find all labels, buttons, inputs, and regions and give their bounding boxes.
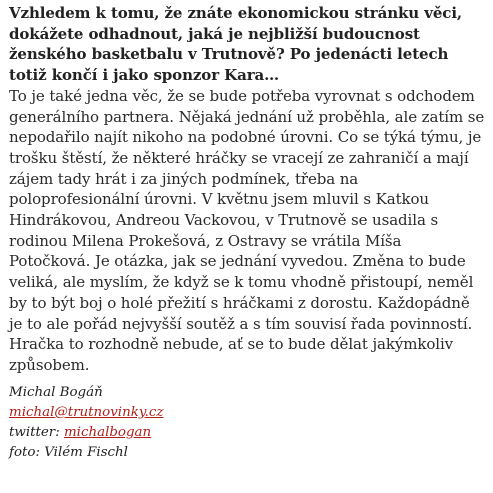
interview-answer: To je také jedna věc, že se bude potřeba vyrovnat s odchodem generálního partnera. Nějaká jednání už proběhla, ale zatím se nepodařilo najít nikoho na podobné úrovni. Co se týká týmu, je trošku štěstí, že některé hráčky se vracejí ze zahraničí a mají zájem tady hrát i za jiných podmínek, třeba na poloprofesionální úrovni. V květnu jsem mluvil s Katkou Hindrákovou, Andreou Vackovou, v Trutnově se usadila s rodinou Milena Prokešová, z Ostravy se vrátila Míša Potočková. Je otázka, jak se jednání vyvedou. Změna to bude veliká, ale myslím, že když se k tomu vhodně přistoupí, neměl by to být boj o holé přežití s hráčkami z dorostu. Každopádně je to ale pořád nejvyšší soutěž a s tím souvisí řada povinností. Hračka to rozhodně nebude, ať se to bude dělat jakýmkoliv způsobem.	[9, 86, 485, 374]
twitter-label: twitter:	[9, 425, 64, 440]
twitter-handle-link[interactable]: michalbogan	[63, 425, 152, 440]
author-signature	[9, 383, 163, 463]
interview-question: Vzhledem k tomu, že znáte ekonomickou stránku věci, dokážete odhadnout, jaká je nejbližší budoucnost ženského basketbalu v Trutnově? Po jedenácti letech totiž končí i jako sponzor Kara…	[9, 4, 463, 85]
author-twitter-line	[9, 423, 163, 443]
photo-credit: foto: Vilém Fischl	[9, 445, 128, 460]
author-email-line	[9, 403, 163, 423]
author-name: Michal Bogáň	[9, 385, 103, 400]
author-email-link[interactable]: michal@trutnovinky.cz	[9, 405, 164, 420]
article-body	[9, 3, 487, 376]
